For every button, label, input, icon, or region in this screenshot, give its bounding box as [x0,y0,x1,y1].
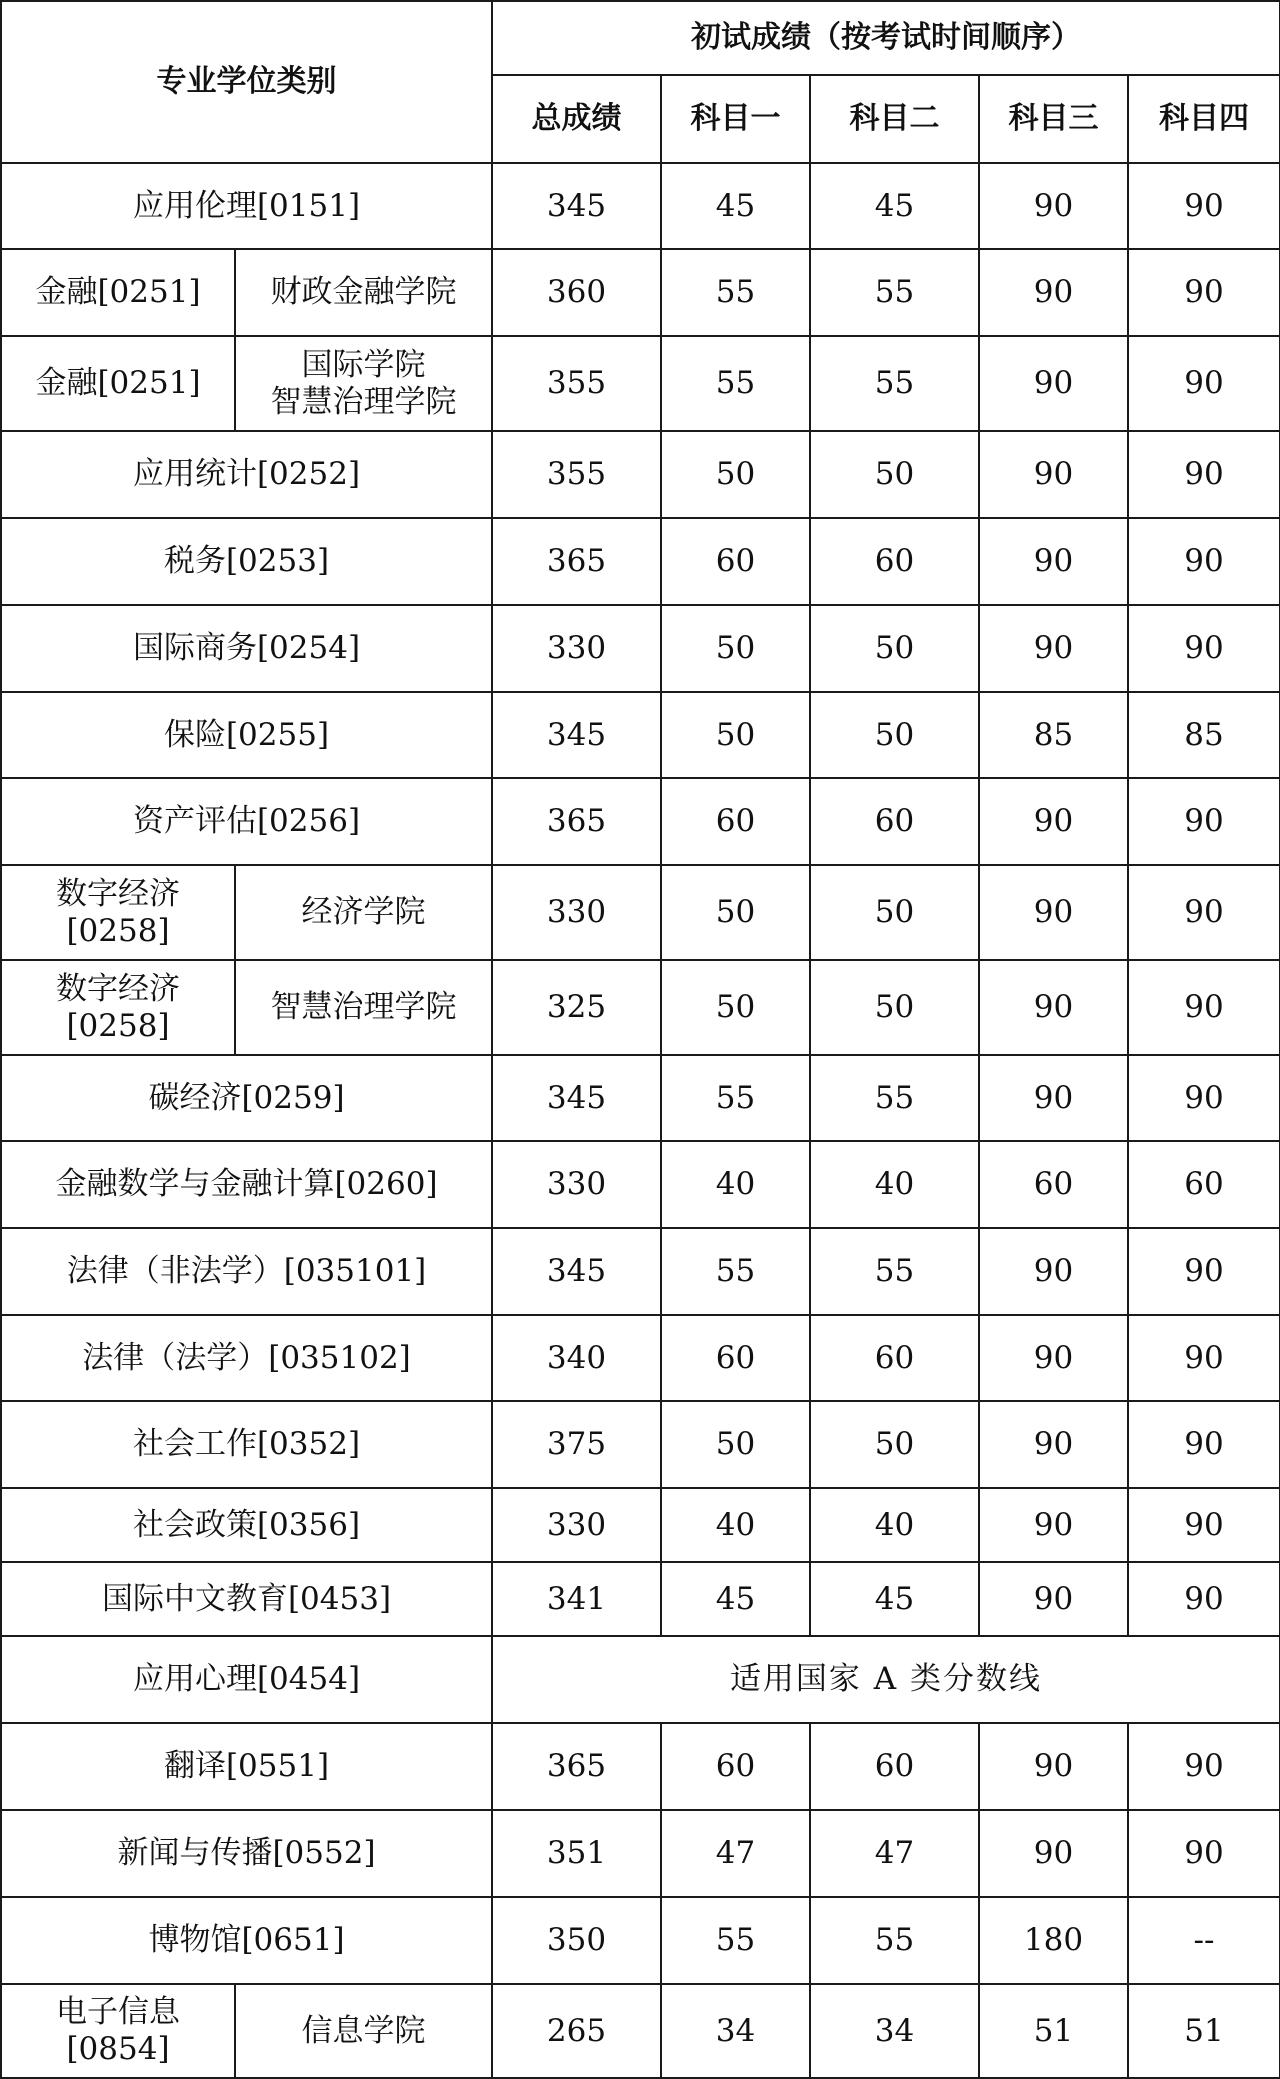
subject-2-cell: 45 [810,1562,979,1636]
subject-1-cell: 55 [661,1228,810,1315]
subject-1-cell: 55 [661,336,810,431]
total-score-cell: 365 [492,1723,661,1810]
cell-text-line: 金融[0251] [35,365,201,402]
column-header-total: 总成绩 [492,75,661,163]
total-score-cell: 360 [492,249,661,336]
subject-2-cell: 60 [810,778,979,865]
subject-2-cell: 40 [810,1141,979,1228]
college-cell [235,960,492,1055]
subject-3-cell: 90 [979,778,1128,865]
subject-2-cell: 40 [810,1488,979,1562]
subject-4-cell: 90 [1128,431,1280,518]
subject-3-cell: 180 [979,1897,1128,1984]
table-row [1,1315,1280,1401]
subject-4-cell: 90 [1128,865,1280,960]
subject-1-cell: 45 [661,1562,810,1636]
major-cell [1,692,492,778]
cell-text-line: 电子信息 [56,1994,180,2031]
subject-1-cell: 50 [661,431,810,518]
cell-text-line: 税务[0253] [163,543,330,580]
subject-3-cell: 85 [979,692,1128,778]
table-row [1,605,1280,692]
subject-4-cell: 90 [1128,1401,1280,1488]
subject-4-cell: 90 [1128,778,1280,865]
subject-1-cell: 60 [661,1315,810,1401]
category-header: 专业学位类别 [1,1,492,163]
subject-2-cell: 50 [810,960,979,1055]
subject-4-cell: 90 [1128,1810,1280,1897]
subject-3-cell: 90 [979,960,1128,1055]
table-row [1,1636,1280,1723]
major-cell [1,1055,492,1141]
table-header [1,1,1280,163]
column-header-subject-3: 科目三 [979,75,1128,163]
subject-3-cell: 90 [979,1562,1128,1636]
subject-4-cell: 90 [1128,336,1280,431]
cell-text-line: 信息学院 [301,2012,426,2049]
table-row [1,1810,1280,1897]
major-cell [1,1401,492,1488]
table-row [1,336,1280,431]
college-cell [235,249,492,336]
column-header-subject-1: 科目一 [661,75,810,163]
subject-2-cell: 60 [810,1723,979,1810]
major-cell [1,163,492,249]
subject-3-cell: 90 [979,1315,1128,1401]
subject-4-cell: 60 [1128,1141,1280,1228]
subject-3-cell: 90 [979,1228,1128,1315]
subject-4-cell: 90 [1128,163,1280,249]
cell-text-line: 新闻与传播[0552] [117,1835,376,1872]
total-score-cell: 330 [492,1141,661,1228]
cell-text-line: 保险[0255] [163,716,330,753]
total-score-cell: 345 [492,692,661,778]
subject-4-cell: 90 [1128,1055,1280,1141]
subject-3-cell: 90 [979,1401,1128,1488]
subject-1-cell: 47 [661,1810,810,1897]
subject-4-cell: 85 [1128,692,1280,778]
total-score-cell: 355 [492,336,661,431]
subject-1-cell: 50 [661,960,810,1055]
table-row [1,1897,1280,1984]
total-score-cell: 265 [492,1984,661,2078]
total-score-cell: 341 [492,1562,661,1636]
subject-1-cell: 55 [661,249,810,336]
subject-4-cell: 90 [1128,960,1280,1055]
cell-text-line: 翻译[0551] [163,1748,330,1785]
table-row [1,692,1280,778]
total-score-cell: 330 [492,605,661,692]
college-cell [235,865,492,960]
cell-text-line: 应用伦理[0151] [132,187,361,224]
major-cell [1,1228,492,1315]
cell-text-line: 金融数学与金融计算[0260] [55,1166,438,1203]
cell-text-line: 博物馆[0651] [148,1922,345,1959]
college-cell [235,336,492,431]
cell-text-line: 财政金融学院 [270,274,457,311]
cell-text-line: 法律（法学）[035102] [82,1339,411,1376]
score-group-header: 初试成绩（按考试时间顺序） [492,1,1280,75]
cell-text-line: 碳经济[0259] [148,1079,345,1116]
cell-text-line: 资产评估[0256] [132,803,361,840]
score-note-cell: 适用国家 A 类分数线 [492,1636,1280,1723]
subject-1-cell: 60 [661,1723,810,1810]
cell-text-line: [0258] [66,1007,170,1044]
table-row [1,778,1280,865]
cell-text-line: 国际学院 [301,346,426,383]
subject-1-cell: 60 [661,518,810,605]
table-row [1,163,1280,249]
total-score-cell: 340 [492,1315,661,1401]
total-score-cell: 345 [492,1055,661,1141]
total-score-cell: 345 [492,1228,661,1315]
major-cell [1,960,235,1055]
major-cell [1,1810,492,1897]
major-cell [1,865,235,960]
major-cell [1,605,492,692]
cell-text-line: 应用统计[0252] [132,456,361,493]
column-header-subject-4: 科目四 [1128,75,1280,163]
major-cell [1,1984,235,2078]
subject-3-cell: 90 [979,249,1128,336]
subject-4-cell: 90 [1128,1723,1280,1810]
cell-text-line: 数字经济 [56,970,180,1007]
subject-3-cell: 90 [979,1488,1128,1562]
table-body [1,163,1280,2078]
subject-2-cell: 60 [810,1315,979,1401]
cell-text-line: [0854] [66,2031,170,2067]
subject-4-cell: 90 [1128,1228,1280,1315]
subject-1-cell: 50 [661,1401,810,1488]
total-score-cell: 350 [492,1897,661,1984]
subject-3-cell: 90 [979,1810,1128,1897]
major-cell [1,778,492,865]
major-cell [1,336,235,431]
subject-3-cell: 90 [979,865,1128,960]
table-row [1,960,1280,1055]
cell-text-line: 数字经济 [56,875,180,912]
cell-text-line: 国际中文教育[0453] [101,1580,392,1617]
subject-2-cell: 50 [810,865,979,960]
subject-2-cell: 50 [810,605,979,692]
subject-4-cell: 90 [1128,1562,1280,1636]
subject-1-cell: 34 [661,1984,810,2078]
table-row [1,1723,1280,1810]
subject-3-cell: 60 [979,1141,1128,1228]
table-row [1,1488,1280,1562]
subject-3-cell: 90 [979,163,1128,249]
subject-1-cell: 55 [661,1897,810,1984]
total-score-cell: 365 [492,518,661,605]
major-cell [1,1897,492,1984]
subject-2-cell: 47 [810,1810,979,1897]
subject-2-cell: 50 [810,692,979,778]
subject-2-cell: 34 [810,1984,979,2078]
subject-2-cell: 50 [810,1401,979,1488]
cell-text-line: 金融[0251] [35,274,201,311]
major-cell [1,249,235,336]
subject-1-cell: 45 [661,163,810,249]
table-row [1,1228,1280,1315]
subject-4-cell: 90 [1128,1315,1280,1401]
cell-text-line: 国际商务[0254] [132,630,361,667]
subject-3-cell: 90 [979,336,1128,431]
total-score-cell: 355 [492,431,661,518]
major-cell [1,1315,492,1401]
subject-2-cell: 55 [810,1055,979,1141]
major-cell [1,1488,492,1562]
table-row [1,431,1280,518]
subject-3-cell: 90 [979,518,1128,605]
subject-2-cell: 55 [810,336,979,431]
subject-4-cell: 90 [1128,249,1280,336]
total-score-cell: 330 [492,865,661,960]
table-row [1,1401,1280,1488]
college-cell [235,1984,492,2078]
table-row [1,1562,1280,1636]
table-row [1,1055,1280,1141]
table-row [1,865,1280,960]
cell-text-line: 法律（非法学）[035101] [66,1253,427,1290]
major-cell [1,1723,492,1810]
table-row [1,1984,1280,2078]
cell-text-line: 经济学院 [301,894,426,931]
major-cell [1,518,492,605]
cell-text-line: 社会政策[0356] [132,1506,361,1543]
subject-1-cell: 55 [661,1055,810,1141]
major-cell [1,1141,492,1228]
subject-4-cell: -- [1128,1897,1280,1984]
subject-3-cell: 90 [979,605,1128,692]
subject-1-cell: 50 [661,605,810,692]
major-cell [1,1562,492,1636]
table-row [1,1141,1280,1228]
subject-1-cell: 40 [661,1488,810,1562]
subject-4-cell: 90 [1128,605,1280,692]
subject-2-cell: 55 [810,1228,979,1315]
subject-4-cell: 90 [1128,518,1280,605]
subject-4-cell: 90 [1128,1488,1280,1562]
subject-1-cell: 50 [661,865,810,960]
subject-4-cell: 51 [1128,1984,1280,2078]
subject-1-cell: 40 [661,1141,810,1228]
major-cell [1,431,492,518]
subject-2-cell: 60 [810,518,979,605]
cell-text-line: 应用心理[0454] [132,1661,361,1698]
cell-text-line: 智慧治理学院 [270,989,457,1026]
subject-2-cell: 55 [810,1897,979,1984]
subject-2-cell: 55 [810,249,979,336]
cell-text-line: 智慧治理学院 [270,383,457,420]
subject-2-cell: 50 [810,431,979,518]
subject-3-cell: 90 [979,1723,1128,1810]
total-score-cell: 351 [492,1810,661,1897]
total-score-cell: 375 [492,1401,661,1488]
subject-3-cell: 51 [979,1984,1128,2078]
major-cell [1,1636,492,1723]
table-row [1,518,1280,605]
subject-3-cell: 90 [979,1055,1128,1141]
total-score-cell: 345 [492,163,661,249]
total-score-cell: 330 [492,1488,661,1562]
total-score-cell: 365 [492,778,661,865]
subject-1-cell: 60 [661,778,810,865]
cell-text-line: [0258] [66,912,170,949]
cell-text-line: 社会工作[0352] [132,1426,361,1463]
subject-3-cell: 90 [979,431,1128,518]
total-score-cell: 325 [492,960,661,1055]
subject-1-cell: 50 [661,692,810,778]
table-row [1,249,1280,336]
column-header-subject-2: 科目二 [810,75,979,163]
subject-2-cell: 45 [810,163,979,249]
